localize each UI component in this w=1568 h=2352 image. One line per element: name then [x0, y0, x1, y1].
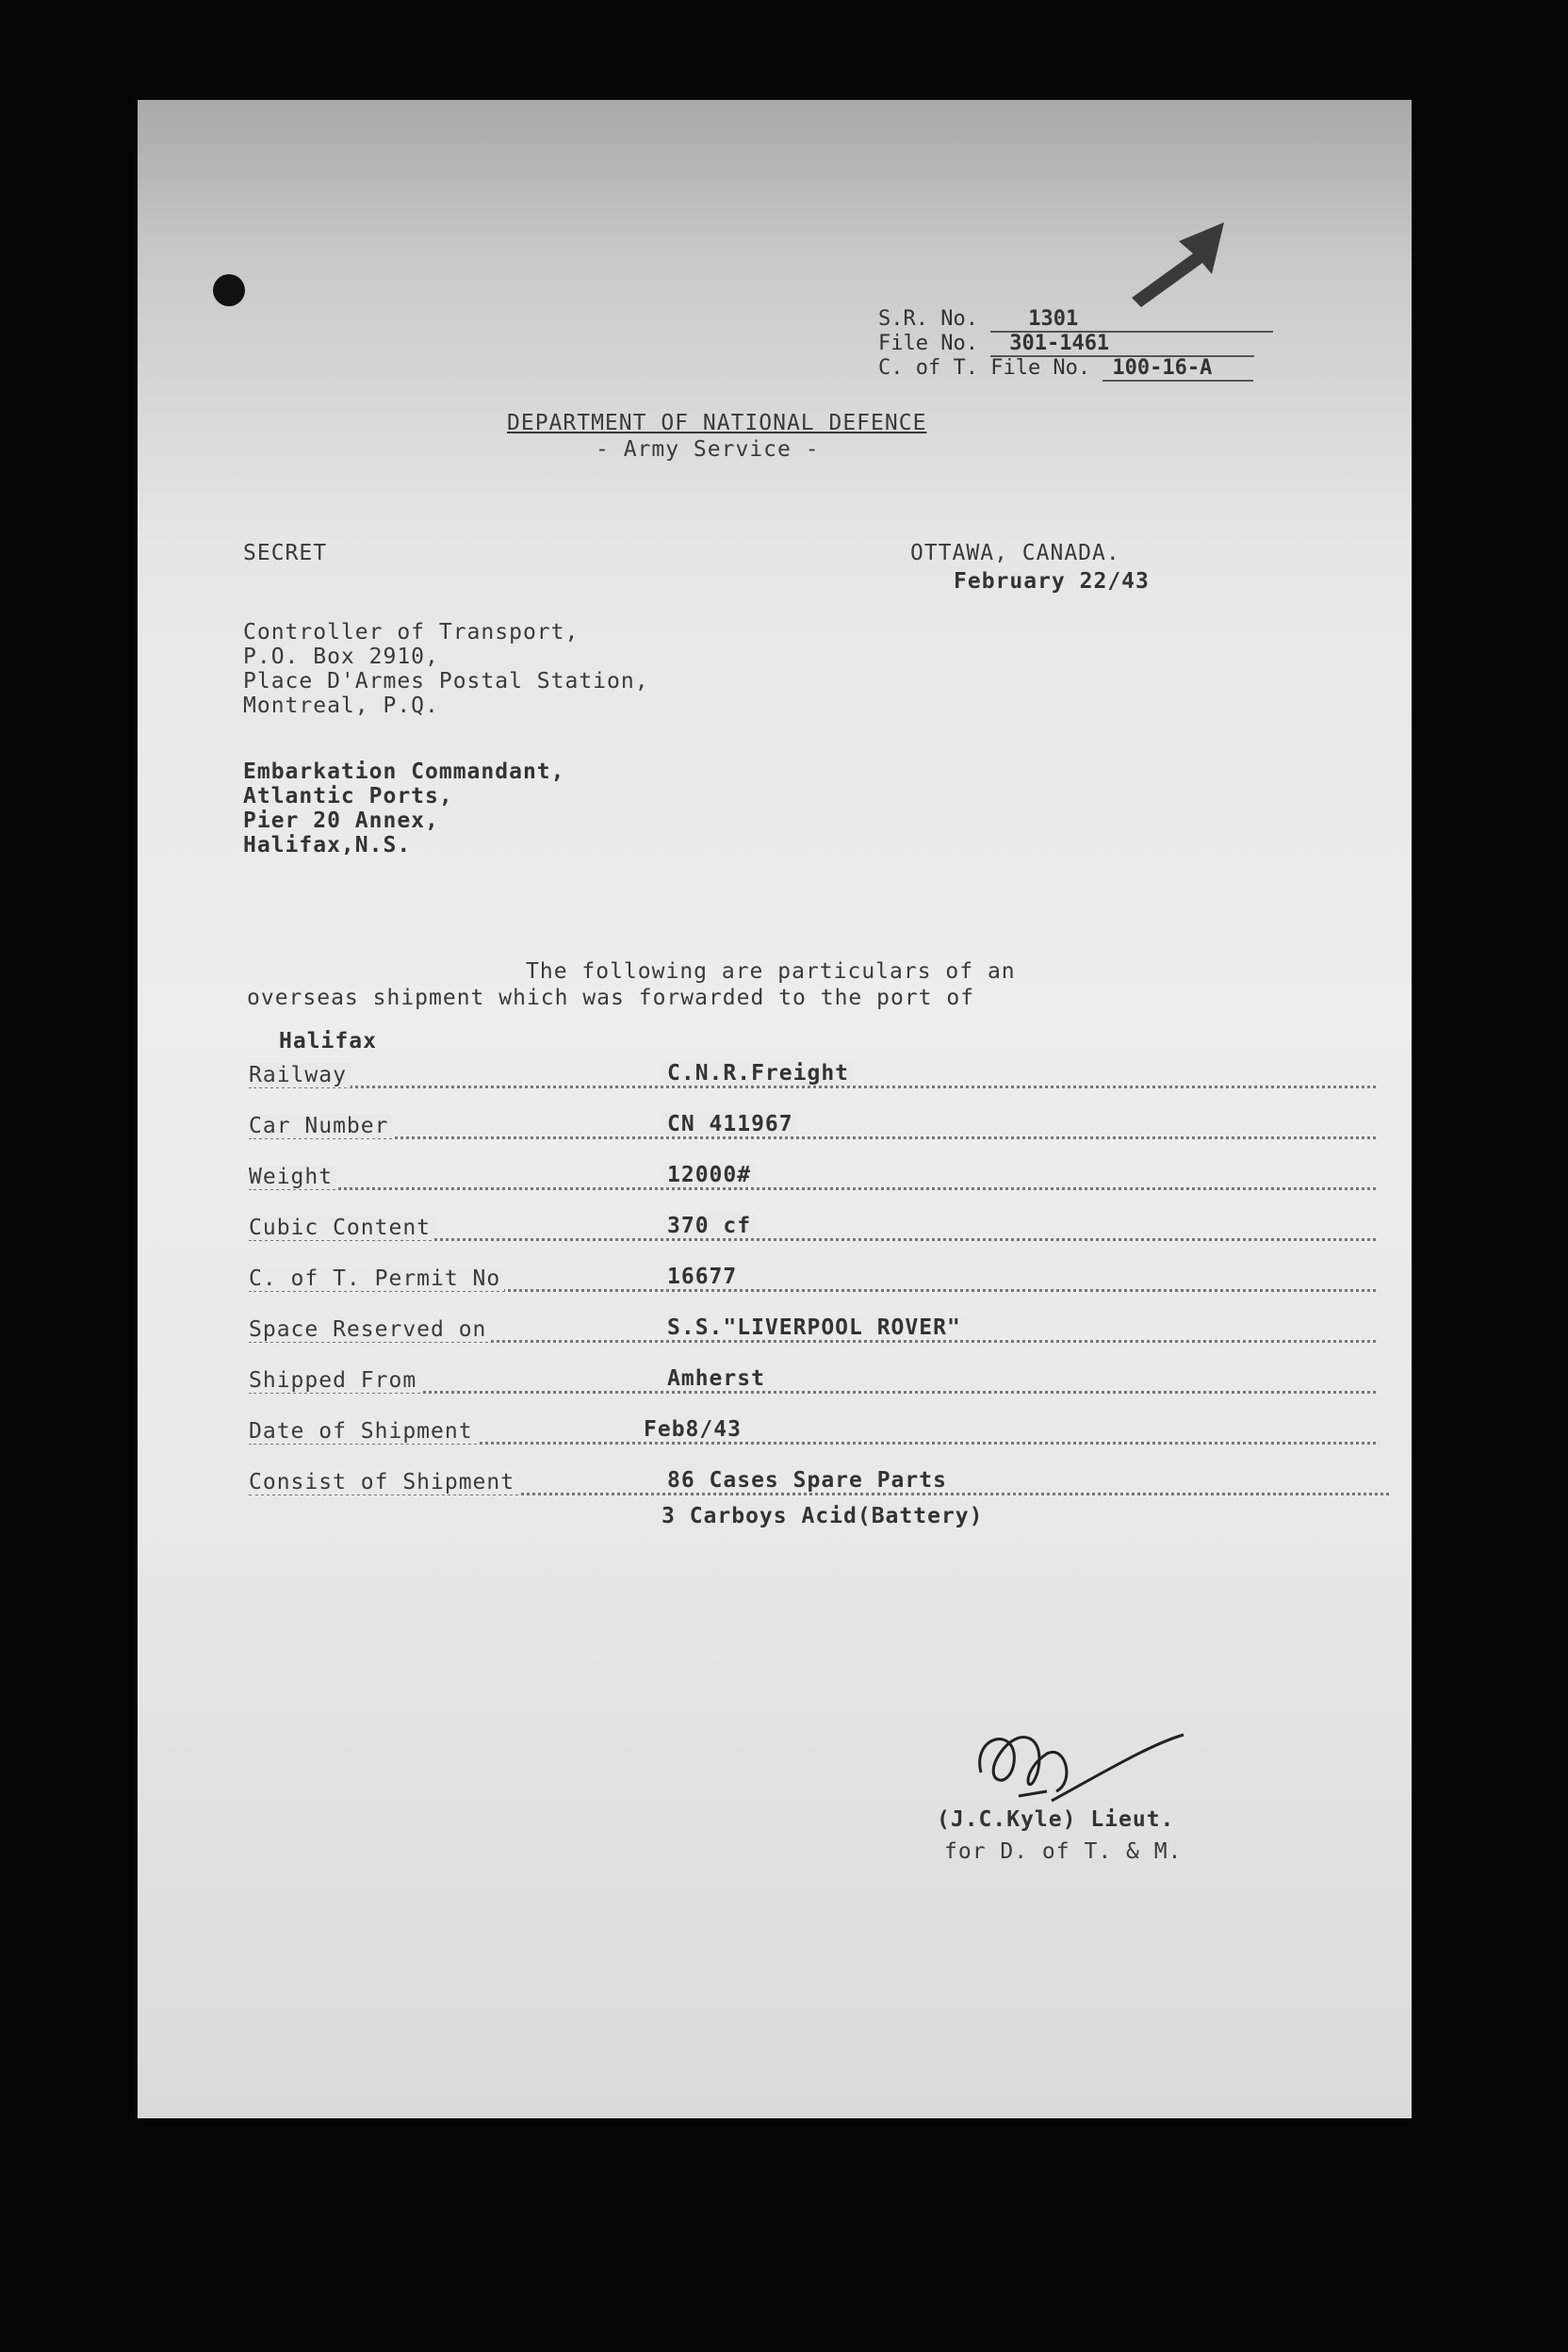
intro-line: The following are particulars of an	[526, 959, 1016, 984]
sr-value: 1301	[990, 307, 1273, 333]
department-heading: DEPARTMENT OF NATIONAL DEFENCE	[507, 411, 927, 435]
cot-file-value: 100-16-A	[1102, 356, 1253, 382]
file-label: File No.	[878, 332, 978, 355]
sr-label: S.R. No.	[878, 307, 978, 331]
field-label: Consist of Shipment	[249, 1470, 518, 1494]
field-value: S.S."LIVERPOOL ROVER"	[663, 1315, 965, 1340]
field-label: Shipped From	[249, 1368, 420, 1393]
arrow-stamp-icon	[1113, 218, 1226, 312]
address-line: Embarkation Commandant,	[243, 760, 565, 784]
leader-dots	[249, 1086, 1376, 1088]
place: OTTAWA, CANADA.	[910, 541, 1120, 565]
field-value: Feb8/43	[640, 1417, 745, 1442]
address-line: Atlantic Ports,	[243, 784, 453, 808]
port-name: Halifax	[279, 1029, 377, 1054]
field-row	[249, 1470, 1389, 1500]
intro-line: overseas shipment which was forwarded to the port of	[247, 986, 975, 1010]
field-value: 370 cf	[663, 1214, 755, 1238]
field-row	[249, 1317, 1376, 1348]
document-page	[138, 100, 1412, 2118]
field-row	[249, 1165, 1376, 1195]
field-label: Space Reserved on	[249, 1317, 490, 1342]
field-label: Railway	[249, 1063, 351, 1087]
date: February 22/43	[954, 569, 1150, 594]
file-value: 301-1461	[990, 332, 1254, 357]
address-line: Montreal, P.Q.	[243, 694, 439, 718]
field-value: C.N.R.Freight	[663, 1061, 853, 1086]
field-value: CN 411967	[663, 1112, 797, 1136]
field-label: Car Number	[249, 1114, 392, 1138]
address-line: Halifax,N.S.	[243, 833, 412, 858]
field-value: Amherst	[663, 1366, 769, 1391]
sr-number	[878, 307, 1273, 333]
field-label: Weight	[249, 1165, 336, 1189]
address-line: Pier 20 Annex,	[243, 808, 439, 833]
address-line: P.O. Box 2910,	[243, 645, 439, 669]
field-row	[249, 1266, 1376, 1297]
field-label: C. of T. Permit No	[249, 1266, 504, 1291]
field-value: 86 Cases Spare Parts	[663, 1468, 951, 1493]
field-row	[249, 1063, 1376, 1093]
signatory-for: for D. of T. & M.	[944, 1839, 1183, 1864]
leader-dots	[249, 1136, 1376, 1139]
cot-file-number	[878, 356, 1253, 382]
field-row	[249, 1114, 1376, 1144]
service-subheading: - Army Service -	[596, 437, 820, 462]
leader-dots	[249, 1187, 1376, 1190]
field-value: 16677	[663, 1265, 741, 1289]
field-row	[249, 1216, 1376, 1246]
field-value: 12000#	[663, 1163, 755, 1187]
field-row	[249, 1419, 1376, 1449]
punch-hole	[213, 274, 245, 306]
field-row	[249, 1368, 1376, 1398]
address-line: Place D'Armes Postal Station,	[243, 669, 649, 694]
field-label: Date of Shipment	[249, 1419, 477, 1444]
file-number	[878, 332, 1254, 357]
field-label: Cubic Content	[249, 1216, 434, 1240]
signatory-name: (J.C.Kyle) Lieut.	[937, 1807, 1175, 1832]
classification: SECRET	[243, 541, 328, 565]
consist-line-2: 3 Carboys Acid(Battery)	[662, 1504, 984, 1528]
address-line: Controller of Transport,	[243, 620, 580, 645]
cot-file-label: C. of T. File No.	[878, 356, 1091, 380]
